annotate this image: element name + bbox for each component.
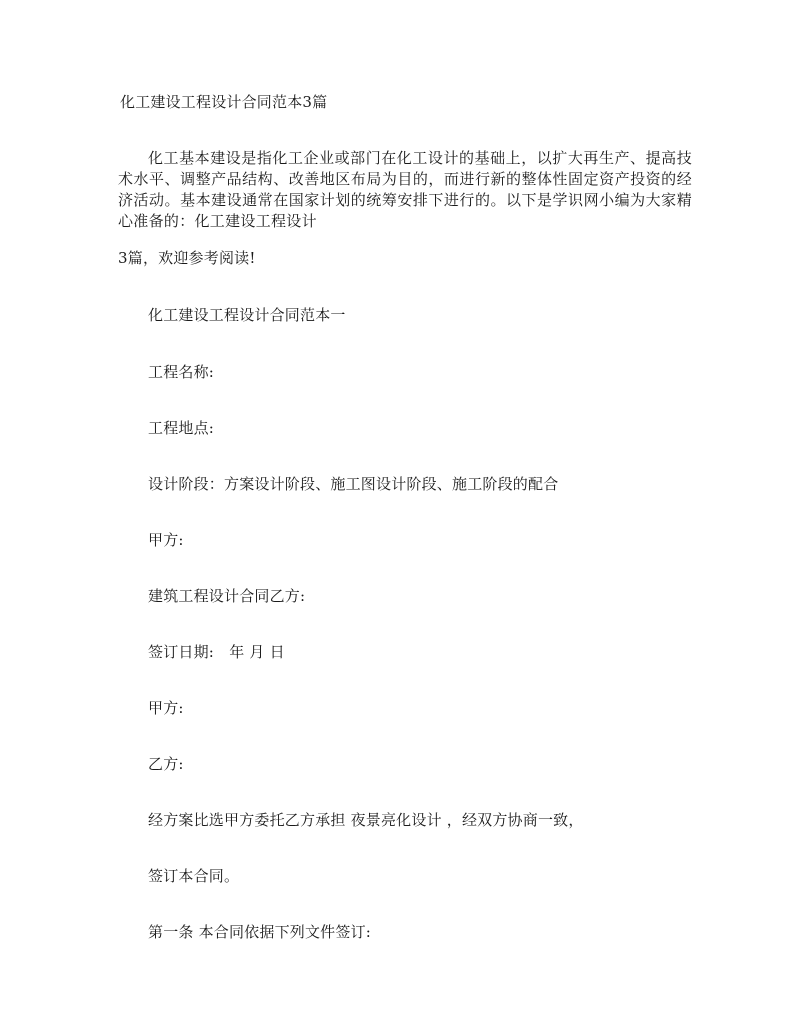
intro-paragraph-end: 3篇，欢迎参考阅读! bbox=[118, 249, 256, 267]
section-heading-one: 化工建设工程设计合同范本一 bbox=[148, 306, 346, 324]
article-one-heading: 第一条 本合同依据下列文件签订: bbox=[148, 923, 372, 941]
intro-paragraph: 化工基本建设是指化工企业或部门在化工设计的基础上，以扩大再生产、提高技术水平、调整产品结构、改善地区布局为目的，而进行新的整体性固定资产投资的经济活动。基本建设通常在国家计划的统筹安排下进行的。以下是学识网小编为大家精心准备的：化工建设工程设计 bbox=[118, 149, 692, 230]
party-b-signature: 乙方: bbox=[148, 755, 184, 773]
commission-statement: 经方案比选甲方委托乙方承担 夜景亮化设计 ，经双方协商一致， bbox=[148, 811, 584, 829]
party-a-field: 甲方: bbox=[148, 531, 184, 549]
project-name-field: 工程名称: bbox=[148, 363, 215, 381]
party-b-field: 建筑工程设计合同乙方: bbox=[148, 587, 306, 605]
contract-signing-statement: 签订本合同。 bbox=[148, 867, 240, 885]
party-a-signature: 甲方: bbox=[148, 699, 184, 717]
design-stage-field: 设计阶段：方案设计阶段、施工图设计阶段、施工阶段的配合 bbox=[148, 475, 559, 493]
project-location-field: 工程地点: bbox=[148, 419, 215, 437]
document-title: 化工建设工程设计合同范本3篇 bbox=[120, 93, 328, 111]
signing-date-field: 签订日期: 年 月 日 bbox=[148, 643, 285, 661]
